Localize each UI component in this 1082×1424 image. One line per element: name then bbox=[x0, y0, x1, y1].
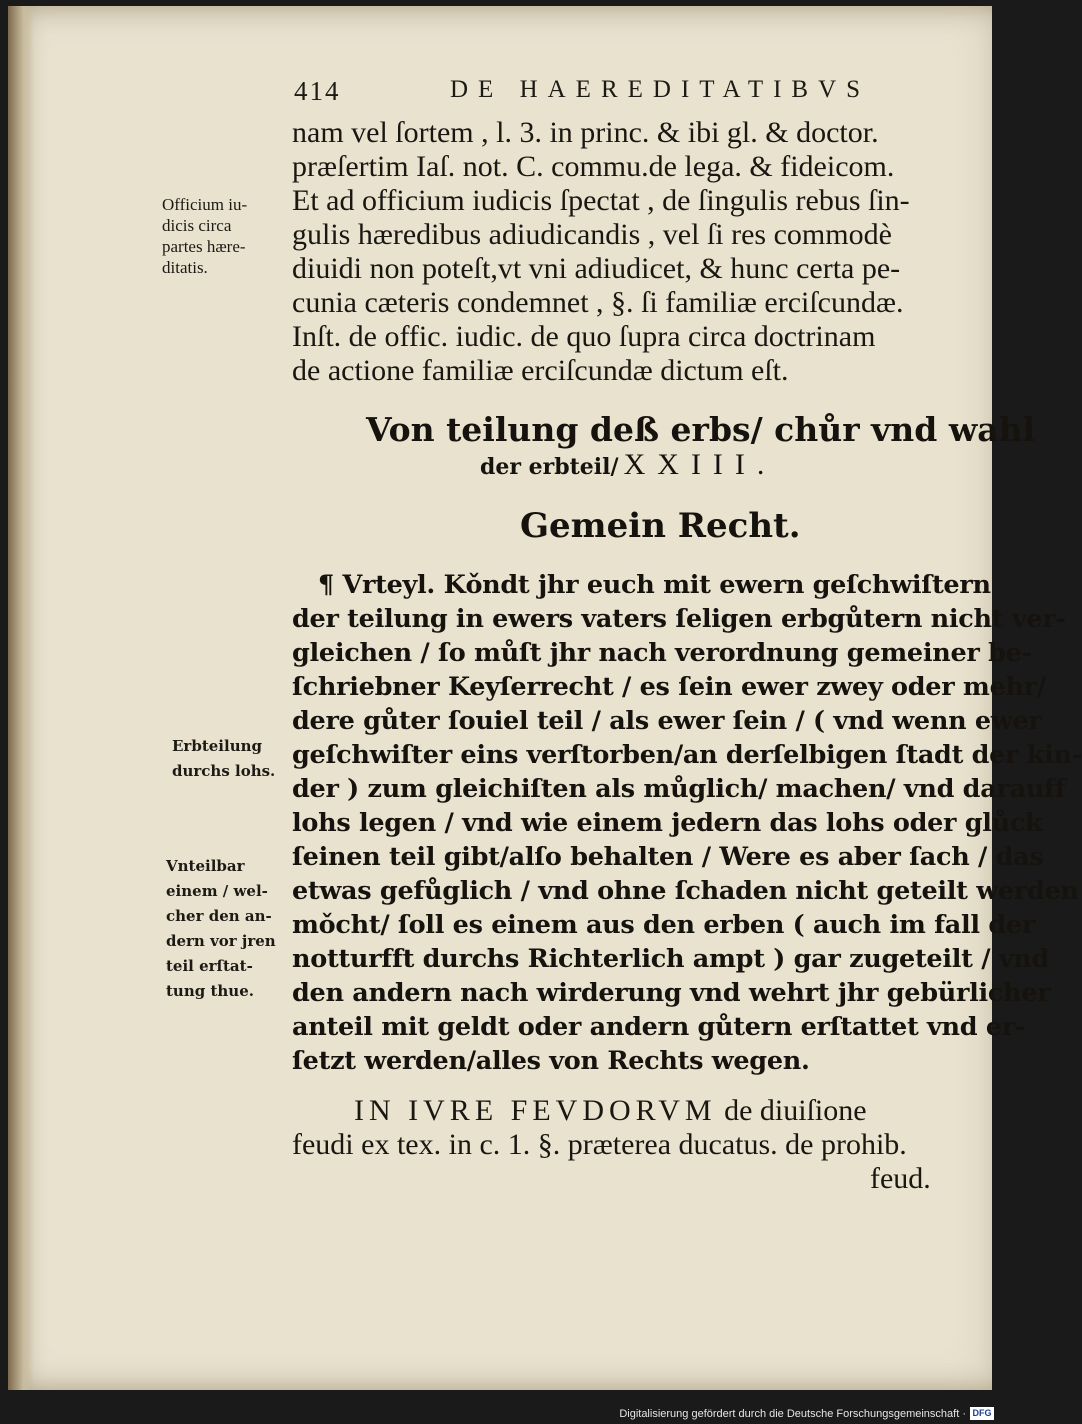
latin-line: gulis hæredibus adiudicandis , vel ſi res commodè bbox=[292, 218, 892, 251]
margin-note-vnteilbar: Vnteilbar einem / wel- cher den an- dern vor jren teil erſtat- tung thue. bbox=[166, 857, 276, 1000]
german-line: lohs legen / vnd wie einem jedern das lohs oder glůck bbox=[292, 808, 1043, 838]
german-line: mǒcht/ ſoll es einem aus den erben ( auch im fall der bbox=[292, 910, 1035, 940]
book-page bbox=[8, 6, 1082, 1390]
german-line: anteil mit geldt oder andern gůtern erſtattet vnd er- bbox=[292, 1012, 1026, 1042]
latin-line: Inſt. de offic. iudic. de quo ſupra circa doctrinam bbox=[292, 320, 876, 353]
margin-note-erbteilung: Erbteilung durchs lohs. bbox=[172, 737, 276, 780]
latin-line: de actione familiæ erciſcundæ dictum eſt. bbox=[292, 354, 789, 387]
chapter-subtitle-text: der erbteil/ bbox=[480, 454, 619, 480]
page-number: 414 bbox=[294, 76, 341, 106]
section-heading: Gemein Recht. bbox=[520, 506, 801, 546]
latin-bottom-line: feud. bbox=[870, 1162, 931, 1195]
dfg-logo: DFG bbox=[970, 1407, 994, 1420]
german-line: geſchwiſter eins verſtorben/an derſelbigen ſtadt der kin- bbox=[292, 740, 1082, 770]
running-head: DE HAEREDITATIBVS bbox=[450, 76, 871, 103]
german-line: dere gůter ſouiel teil / als ewer ſein / ( vnd wenn ewer bbox=[292, 706, 1042, 736]
german-line: ſchriebner Keyſerrecht / es ſein ewer zwey oder mehr/ bbox=[292, 672, 1046, 702]
chapter-title: Von teilung deß erbs/ chůr vnd wahl bbox=[366, 410, 1036, 449]
latin-bottom-line bbox=[354, 1094, 867, 1128]
latin-bottom-line: feudi ex tex. in c. 1. §. præterea ducatus. de prohib. bbox=[292, 1128, 907, 1161]
page-gutter bbox=[8, 6, 34, 1390]
german-line: ſeinen teil gibt/alſo behalten / Were es aber ſach / das bbox=[292, 842, 1044, 872]
german-line: ¶ Vrteyl. Kǒndt jhr euch mit ewern geſchwiſtern bbox=[318, 570, 991, 600]
digitization-credit: Digitalisierung gefördert durch die Deutsche Forschungsgemeinschaft · bbox=[619, 1408, 966, 1420]
german-line: notturfft durchs Richterlich ampt ) gar zugeteilt / vnd bbox=[292, 944, 1050, 974]
margin-note-officium: Officium iu- dicis circa partes hære- ditatis. bbox=[162, 195, 248, 277]
german-line: den andern nach wirderung vnd wehrt jhr gebürlicher bbox=[292, 978, 1051, 1008]
latin-line: diuidi non poteſt,vt vni adiudicet, & hunc certa pe- bbox=[292, 252, 901, 285]
page-header bbox=[294, 76, 934, 116]
german-line: etwas gefůglich / vnd ohne ſchaden nicht geteilt werden bbox=[292, 876, 1079, 906]
in-iure-feudorum: IN IVRE FEVDORVM bbox=[354, 1094, 717, 1127]
german-line: ſetzt werden/alles von Rechts wegen. bbox=[292, 1046, 810, 1076]
german-line: der ) zum gleichiſten als můglich/ machen/ vnd darauff bbox=[292, 774, 1066, 804]
german-line: der teilung in ewers vaters ſeligen erbgůtern nicht ver- bbox=[292, 604, 1066, 634]
chapter-subtitle bbox=[480, 448, 776, 482]
german-line: gleichen / ſo můſt jhr nach verordnung gemeiner be- bbox=[292, 638, 1032, 668]
latin-line: præſertim Iaſ. not. C. commu.de lega. & fideicom. bbox=[292, 150, 895, 183]
chapter-numeral: XXIII. bbox=[623, 448, 777, 481]
latin-line: nam vel ſortem , l. 3. in princ. & ibi gl. & doctor. bbox=[292, 116, 879, 149]
latin-line: cunia cæteris condemnet , §. ſi familiæ erciſcundæ. bbox=[292, 286, 904, 319]
latin-bottom-rest: de diuiſione bbox=[724, 1094, 867, 1127]
latin-line: Et ad officium iudicis ſpectat , de ſingulis rebus ſin- bbox=[292, 184, 910, 217]
